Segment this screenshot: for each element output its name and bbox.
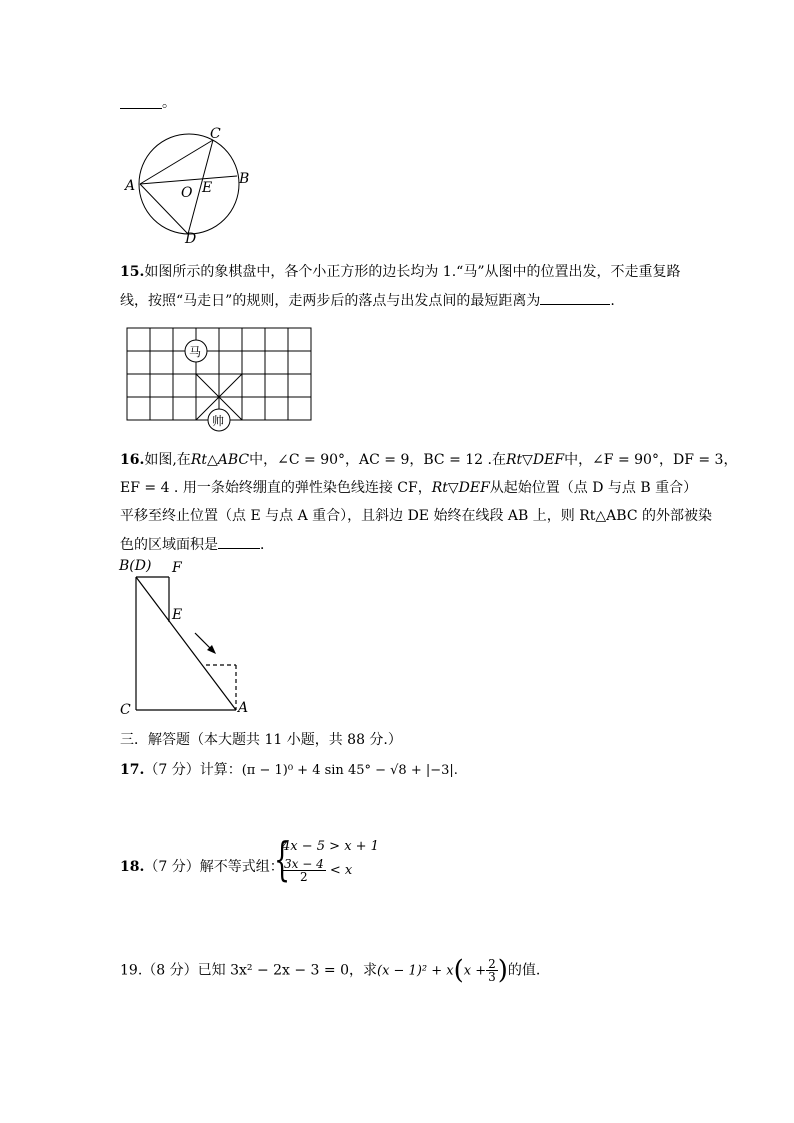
q18-ineq2: $\frac{3x - 4}{2}$ < x (284, 857, 353, 884)
q18-line: 18.（7 分）解不等式组： (120, 859, 284, 875)
label-e2: E (172, 607, 183, 623)
q19-line: 19.（8 分）已知 3x² − 2x − 3 = 0，求(x − 1)² + x(x + $\frac{2}{3}$ )的值. (120, 955, 541, 986)
q15-number: 15. (120, 264, 145, 280)
q16-line4: 色的区域面积是 ． (120, 534, 274, 555)
label-d: D (185, 231, 197, 247)
label-a2: A (238, 700, 249, 716)
label-b: B (239, 171, 250, 187)
label-bd: B(D) (119, 558, 152, 574)
label-o: O (181, 185, 193, 201)
q16-triangle-figure (118, 560, 258, 720)
q17-line: 17.（7 分）计算：(π − 1)⁰ + 4 sin 45° − √8 + |−3|. (120, 762, 458, 778)
circle-o (139, 134, 239, 234)
q14-end-mark: 。 (162, 95, 176, 111)
label-a: A (125, 178, 136, 194)
q15-answer-blank (540, 290, 610, 305)
q16-answer-blank (218, 534, 260, 549)
horse-piece-label: 马 (189, 345, 202, 359)
label-c: C (210, 126, 221, 142)
q16-line3: 平移至终止位置（点 E 与点 A 重合），且斜边 DE 始终在线段 AB 上，则 Rt△ABC 的外部被染 (120, 508, 712, 524)
section3-title: 三．解答题（本大题共 11 小题，共 88 分.） (120, 732, 402, 748)
q17-number: 17. (120, 762, 145, 778)
q16-line2: EF = 4 . 用一条始终绷直的弹性染色线连接 CF，Rt▽DEF从起始位置（点 D 与点 B 重合） (120, 480, 698, 496)
q18-ineq1: 4x − 5 > x + 1 (282, 839, 379, 854)
chord-ac (140, 140, 213, 184)
q16-number: 16. (120, 452, 145, 468)
q15-line1: 15.如图所示的象棋盘中，各个小正方形的边长均为 1.“马”从图中的位置出发，不走重复路 (120, 264, 681, 280)
q15-line2: 线，按照“马走日”的规则，走两步后的落点与出发点间的最短距离为 . (120, 290, 615, 311)
q17-expression: (π − 1)⁰ + 4 sin 45° − √8 + |−3|. (241, 763, 458, 778)
general-piece-label: 帅 (212, 414, 225, 428)
q19-number: 19. (120, 962, 143, 979)
label-c2: C (120, 702, 131, 718)
q18-number: 18. (120, 859, 145, 875)
q14-answer-blank (120, 108, 162, 109)
chord-ab (140, 176, 237, 184)
label-f: F (172, 560, 182, 576)
q18-brace: { (274, 832, 291, 886)
label-e: E (202, 180, 213, 196)
q16-line1: 16.如图,在Rt△ABC中，∠C = 90°，AC = 9，BC = 12 .在Rt▽DEF中，∠F = 90°，DF = 3， (120, 452, 738, 468)
q18-inequality-system (282, 838, 379, 883)
